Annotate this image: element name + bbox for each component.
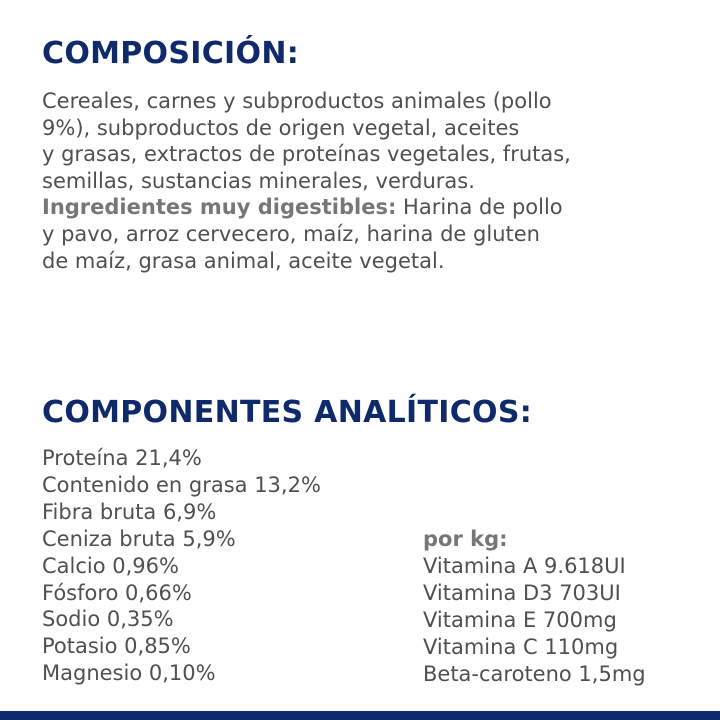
component-item: Fósforo 0,66% (42, 580, 192, 605)
digestible-label: Ingredientes muy digestibles: (42, 195, 397, 220)
composition-line: 9%), subproductos de origen vegetal, aceites (42, 115, 520, 140)
digestible-line: de maíz, grasa animal, aceite vegetal. (42, 248, 445, 273)
component-item: Potasio 0,85% (42, 634, 191, 659)
composition-line: Cereales, carnes y subproductos animales (pollo (42, 89, 552, 113)
vitamin-item: Beta-caroteno 1,5mg (423, 661, 646, 686)
component-item: Magnesio 0,10% (42, 661, 216, 686)
component-item: Ceniza bruta 5,9% (42, 526, 236, 551)
component-item: Fibra bruta 6,9% (42, 499, 217, 524)
vitamins-list (423, 553, 646, 688)
component-item: Calcio 0,96% (42, 553, 179, 578)
bottom-bar (0, 711, 720, 720)
digestible-line: y pavo, arroz cervecero, maíz, harina de gluten (42, 221, 540, 246)
composition-line: semillas, sustancias minerales, verduras. (42, 168, 475, 193)
analytic-components-list (42, 445, 321, 687)
vitamins-block (423, 526, 646, 687)
digestible-line (42, 194, 692, 221)
vitamin-item: Vitamina D3 703UI (423, 580, 621, 605)
vitamin-item: Vitamina A 9.618UI (423, 553, 626, 578)
composition-text (42, 88, 692, 274)
analytics-heading: COMPONENTES ANALÍTICOS: (42, 395, 533, 430)
per-kg-label: por kg: (423, 527, 508, 551)
composition-line: y grasas, extractos de proteínas vegetales, frutas, (42, 142, 571, 167)
component-item: Sodio 0,35% (42, 607, 174, 632)
composition-heading: COMPOSICIÓN: (42, 36, 300, 71)
component-item: Contenido en grasa 13,2% (42, 472, 321, 497)
component-item: Proteína 21,4% (42, 446, 202, 470)
vitamin-item: Vitamina E 700mg (423, 607, 617, 632)
digestible-text: Harina de pollo (396, 195, 563, 220)
vitamin-item: Vitamina C 110mg (423, 634, 619, 659)
